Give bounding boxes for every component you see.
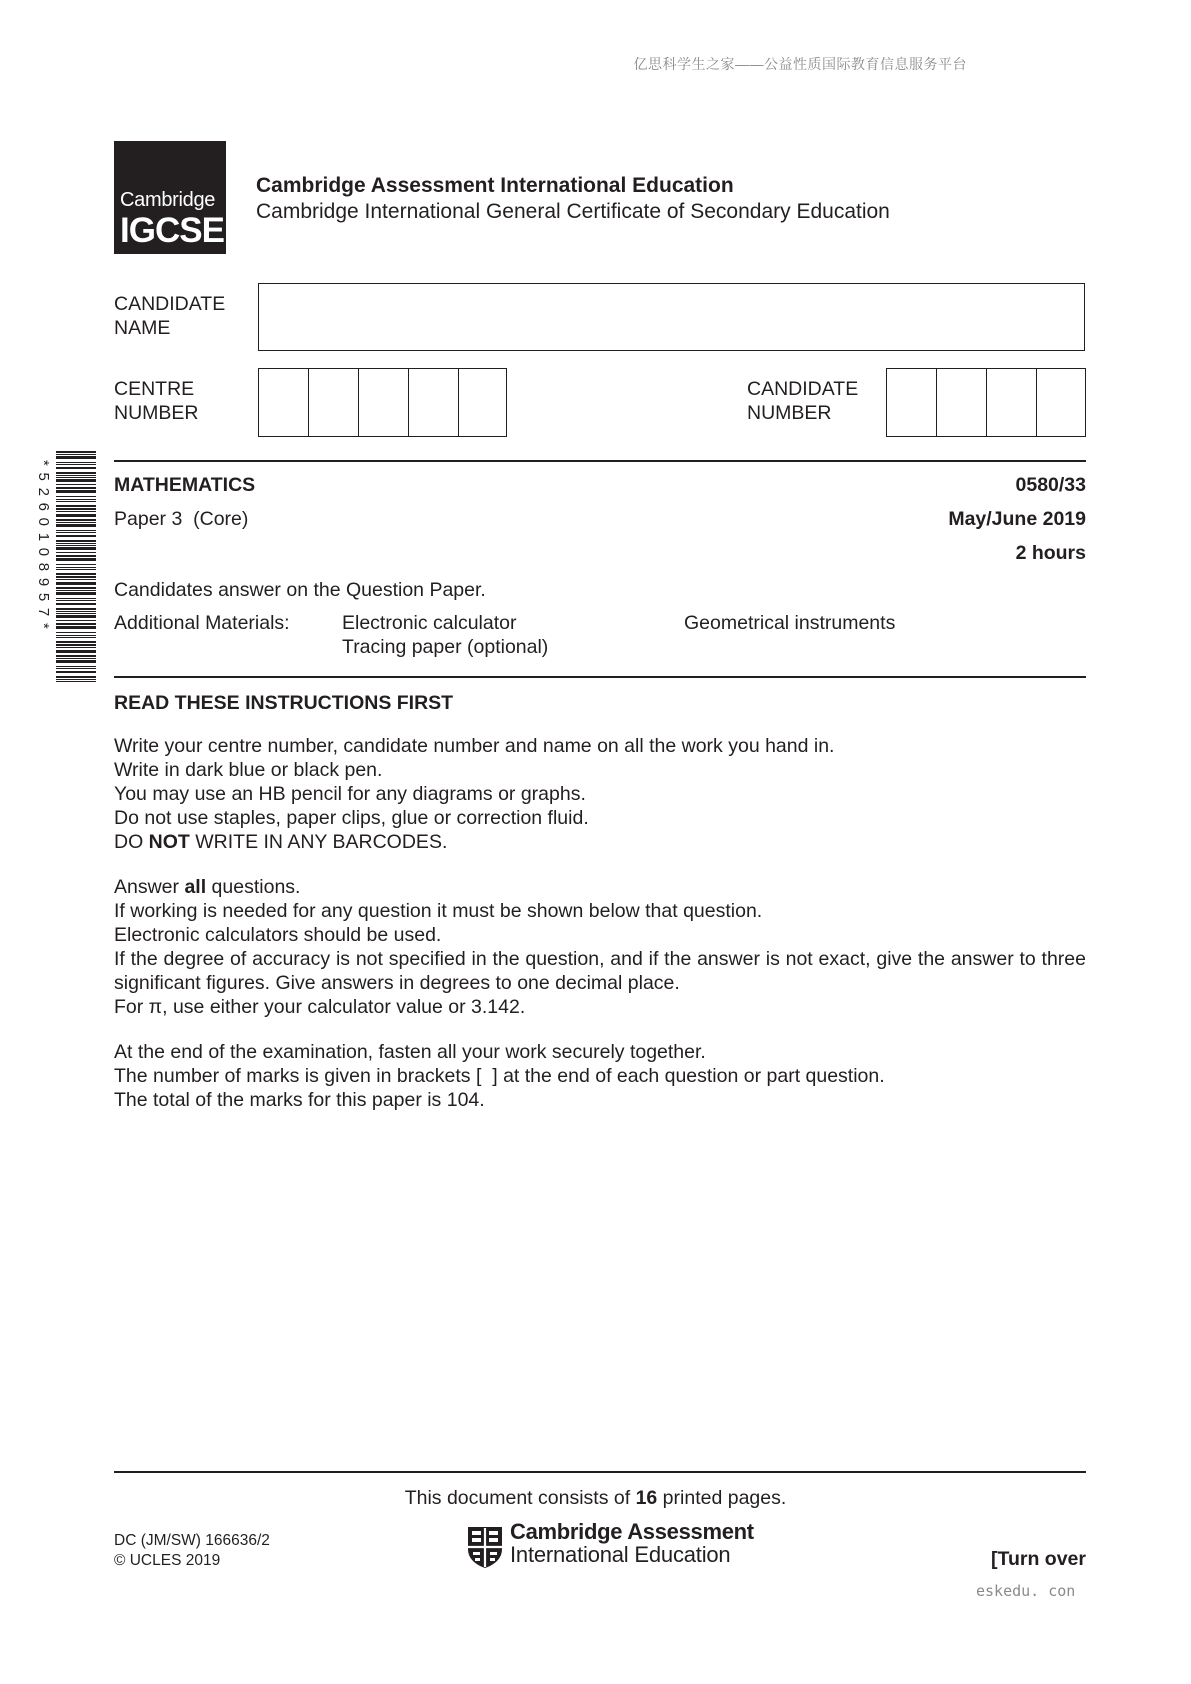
candidate-number-cell[interactable] <box>937 369 987 436</box>
document-code: DC (JM/SW) 166636/2 <box>114 1532 270 1549</box>
centre-number-boxes <box>258 368 507 437</box>
instruction-line: Write your centre number, candidate number and name on all the work you hand in. <box>114 735 835 757</box>
logo-text-line-2: International Education <box>510 1542 731 1567</box>
divider <box>114 676 1086 678</box>
candidate-name-box[interactable] <box>258 283 1085 351</box>
page-count-text <box>0 1487 1191 1510</box>
centre-number-label <box>114 377 199 425</box>
instruction-text: questions. <box>206 876 301 898</box>
logo-text-line-1: Cambridge Assessment <box>510 1519 754 1544</box>
syllabus-code: 0580/33 <box>1015 474 1086 496</box>
instruction-line: If the degree of accuracy is not specified in the question, and if the answer is not exact, give the answer to three significant figures. Give answers in degrees to one decimal place. <box>114 948 1086 994</box>
candidate-number-label-line-2: NUMBER <box>747 402 832 424</box>
watermark-bottom-text: eskedu. con <box>976 1582 1076 1600</box>
turn-over-text: [Turn over <box>991 1548 1086 1570</box>
cambridge-assessment-logo <box>510 1520 754 1566</box>
document-reference <box>114 1531 270 1571</box>
candidate-number-boxes <box>886 368 1086 437</box>
candidate-name-label <box>114 292 225 340</box>
candidate-number-label-line-1: CANDIDATE <box>747 378 859 400</box>
barcode-digits: *5260108957* <box>35 460 52 636</box>
instruction-text: DO <box>114 831 149 853</box>
candidate-name-label-line-2: NAME <box>114 317 171 339</box>
instructions-block-3 <box>114 1040 1086 1112</box>
candidate-number-cell[interactable] <box>1037 369 1084 436</box>
instruction-line: For π, use either your calculator value or 3.142. <box>114 996 526 1018</box>
instructions-block-1 <box>114 734 1086 854</box>
page-count-number: 16 <box>635 1487 658 1509</box>
instruction-line <box>114 875 1086 899</box>
candidate-number-cell[interactable] <box>987 369 1037 436</box>
materials-label: Additional Materials: <box>114 612 290 634</box>
instructions-block-2 <box>114 875 1086 1019</box>
copyright: © UCLES 2019 <box>114 1552 221 1569</box>
instruction-text: WRITE IN ANY BARCODES. <box>189 831 448 853</box>
centre-number-cell[interactable] <box>309 369 359 436</box>
answer-on-text: Candidates answer on the Question Paper. <box>114 579 486 601</box>
material-item: Geometrical instruments <box>684 612 896 634</box>
candidate-name-label-line-1: CANDIDATE <box>114 293 226 315</box>
organisation-title: Cambridge Assessment International Education <box>256 174 734 197</box>
instruction-emphasis: NOT <box>148 831 190 853</box>
divider <box>114 460 1086 462</box>
instruction-line: Electronic calculators should be used. <box>114 924 442 946</box>
instruction-line: Do not use staples, paper clips, glue or correction fluid. <box>114 807 589 829</box>
centre-number-cell[interactable] <box>459 369 506 436</box>
cambridge-igcse-logo <box>114 141 226 254</box>
exam-duration: 2 hours <box>1015 542 1086 564</box>
instructions-heading: READ THESE INSTRUCTIONS FIRST <box>114 692 454 714</box>
centre-number-cell[interactable] <box>409 369 459 436</box>
page-count-pre: This document consists of <box>404 1487 636 1509</box>
centre-number-cell[interactable] <box>259 369 309 436</box>
candidate-number-cell[interactable] <box>887 369 937 436</box>
divider <box>114 1471 1086 1473</box>
logo-line-2: IGCSE <box>120 211 224 250</box>
exam-session: May/June 2019 <box>948 508 1086 530</box>
material-item: Electronic calculator <box>342 612 517 634</box>
watermark-top-text: 亿思科学生之家——公益性质国际教育信息服务平台 <box>633 56 967 72</box>
instruction-line: If working is needed for any question it must be shown below that question. <box>114 900 763 922</box>
candidate-number-label <box>747 377 858 425</box>
logo-line-1: Cambridge <box>120 189 216 211</box>
material-item: Tracing paper (optional) <box>342 636 549 658</box>
centre-number-label-line-1: CENTRE <box>114 378 195 400</box>
centre-number-label-line-2: NUMBER <box>114 402 199 424</box>
instruction-line: You may use an HB pencil for any diagrams or graphs. <box>114 783 586 805</box>
instruction-line: The number of marks is given in brackets [ ] at the end of each question or part question. <box>114 1065 885 1087</box>
instruction-line: The total of the marks for this paper is 104. <box>114 1089 485 1111</box>
instruction-line <box>114 830 1086 854</box>
centre-number-cell[interactable] <box>359 369 409 436</box>
cambridge-crest-icon <box>466 1525 504 1569</box>
instruction-line: Write in dark blue or black pen. <box>114 759 383 781</box>
subject-title: MATHEMATICS <box>114 474 256 496</box>
instruction-text: Answer <box>114 876 185 898</box>
paper-title: Paper 3 (Core) <box>114 508 249 530</box>
page-count-post: printed pages. <box>657 1487 787 1509</box>
qualification-title: Cambridge International General Certificate of Secondary Education <box>256 200 890 223</box>
instruction-line: At the end of the examination, fasten all your work securely together. <box>114 1041 706 1063</box>
instruction-emphasis: all <box>184 876 207 898</box>
